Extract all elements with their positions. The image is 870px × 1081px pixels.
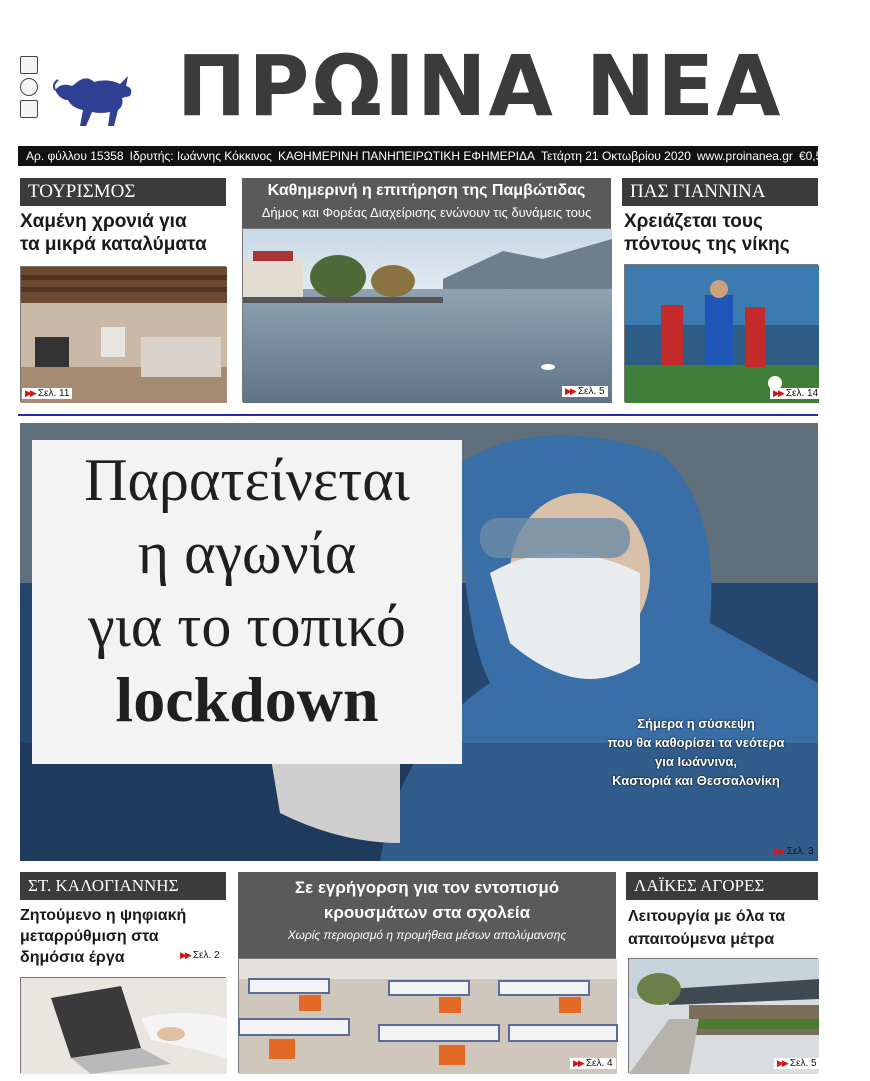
laptop-illustration <box>21 978 227 1074</box>
website-link[interactable]: www.proinanea.gr <box>696 149 793 163</box>
story-kicker: κρουσμάτων στα σχολεία <box>323 903 531 922</box>
headline-line: Χρειάζεται τους <box>624 211 763 232</box>
market-photo[interactable] <box>628 958 818 1073</box>
double-arrow-icon: ▶▶ <box>180 950 190 960</box>
page-reference[interactable]: ▶▶ Σελ. 4 <box>570 1058 616 1069</box>
page-reference[interactable]: ▶▶ Σελ. 11 <box>22 388 72 399</box>
story-subkicker: Χωρίς περιορισμό η προμήθεια μέσων απολύμανσης <box>287 928 567 942</box>
price: €0,50 <box>798 149 829 163</box>
headline-line: τα μικρά καταλύματα <box>20 234 207 255</box>
info-bar <box>18 146 829 166</box>
issue-number: Αρ. φύλλου 15358 <box>26 149 124 163</box>
headline-line: η αγωνία <box>137 520 357 586</box>
lake-photo[interactable] <box>242 228 611 402</box>
headline-line: για το τοπικό <box>88 593 406 659</box>
story-kicker: Καθημερινή η επιτήρηση της Παμβώτιδας <box>267 182 586 199</box>
classroom-illustration <box>239 959 617 1074</box>
double-arrow-icon: ▶▶ <box>573 1058 583 1068</box>
double-arrow-icon: ▶▶ <box>777 1058 787 1068</box>
main-caption: Σήμερα η σύσκεψη που θα καθορίσει τα νεότερα για Ιωάννινα, Καστοριά και Θεσσαλονίκη <box>607 716 785 788</box>
page-reference[interactable]: ▶▶ Σελ. 14 <box>770 388 821 399</box>
headline-line: απαιτούμενα μέτρα <box>628 931 775 948</box>
story-kicker: ΛΑΪΚΕΣ ΑΓΟΡΕΣ <box>626 872 818 900</box>
story-headline[interactable] <box>628 905 818 951</box>
headline-line: Παρατείνεται <box>84 447 410 513</box>
paper-description: ΚΑΘΗΜΕΡΙΝΗ ΠΑΝΗΠΕΙΡΩΤΙΚΗ ΕΦΗΜΕΡΙΔΑ <box>277 149 535 163</box>
headline-line: μεταρρύθμιση στα <box>20 928 159 945</box>
newspaper-title: ΠΡΩΙΝΑ ΝΕΑ <box>176 37 783 135</box>
headline-line: lockdown <box>115 664 379 735</box>
headline-line: δημόσια έργα <box>20 949 125 966</box>
classroom-photo[interactable] <box>238 958 616 1073</box>
page-reference[interactable]: ▶▶ Σελ. 2 <box>180 950 220 961</box>
double-arrow-icon: ▶▶ <box>565 386 575 396</box>
story-headline[interactable] <box>20 905 190 968</box>
seal-icon <box>20 56 38 74</box>
market-illustration <box>629 959 819 1074</box>
headline-line: Χαμένη χρονιά για <box>20 211 187 232</box>
story-kicker-box <box>242 178 611 228</box>
seal-icon <box>20 100 38 118</box>
story-kicker: ΠΑΣ ΓΙΑΝΝΙΝΑ <box>622 178 818 206</box>
story-headline[interactable] <box>624 210 820 256</box>
divider-rule <box>18 414 818 416</box>
story-subkicker: Δήμος και Φορέας Διαχείρισης ενώνουν τις δυνάμεις τους <box>261 205 592 220</box>
story-kicker-box <box>238 872 616 958</box>
headline-line: πόντους της νίκης <box>624 234 790 255</box>
story-kicker: ΤΟΥΡΙΣΜΟΣ <box>20 178 226 206</box>
lake-illustration <box>243 229 612 403</box>
founder: Ιδρυτής: Ιωάννης Κόκκινος <box>129 149 272 163</box>
double-arrow-icon: ▶▶ <box>773 388 783 398</box>
story-kicker: Σε εγρήγορση για τον εντοπισμό <box>294 878 560 897</box>
double-arrow-icon: ▶▶ <box>774 846 784 856</box>
seal-icon <box>20 78 38 96</box>
masthead <box>18 30 818 140</box>
seals-column <box>18 52 40 132</box>
story-kicker: ΣΤ. ΚΑΛΟΓΙΑΝΝΗΣ <box>20 872 226 900</box>
bull-logo-icon <box>50 70 140 130</box>
room-photo[interactable] <box>20 266 226 402</box>
double-arrow-icon: ▶▶ <box>25 388 35 398</box>
issue-date: Τετάρτη 21 Οκτωβρίου 2020 <box>540 149 691 163</box>
headline-line: Λειτουργία με όλα τα <box>628 908 786 925</box>
page-reference[interactable]: ▶▶ Σελ. 3 <box>774 846 814 857</box>
story-headline[interactable] <box>20 210 230 256</box>
main-headline[interactable] <box>32 444 462 736</box>
headline-line: Ζητούμενο η ψηφιακή <box>20 907 187 924</box>
page-reference[interactable]: ▶▶ Σελ. 5 <box>562 386 608 397</box>
room-illustration <box>21 267 227 403</box>
football-photo[interactable] <box>624 264 818 402</box>
page-reference[interactable]: ▶▶ Σελ. 5 <box>774 1058 820 1069</box>
laptop-photo[interactable] <box>20 977 226 1073</box>
football-illustration <box>625 265 819 403</box>
